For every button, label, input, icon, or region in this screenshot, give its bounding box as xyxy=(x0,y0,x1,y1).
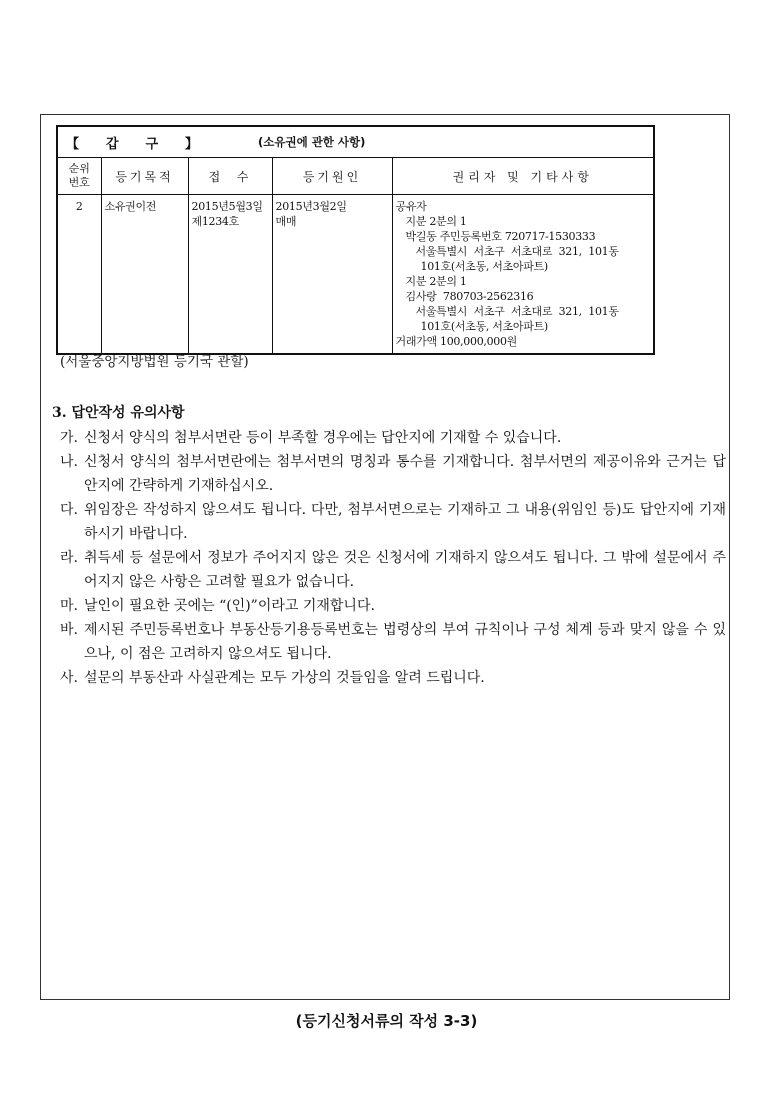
purpose-cell: 소유권이전 xyxy=(101,195,188,354)
note-marker: 마. xyxy=(60,598,78,614)
col-rank-header xyxy=(58,158,101,195)
note-text: 신청서 양식의 첨부서면란에는 첨부서면의 명칭과 통수를 기재합니다. 첨부서면의 제공이유와 근거는 답안지에 간략하게 기재하십시오. xyxy=(84,454,726,494)
page-footer: (등기신청서류의 작성 3-3) xyxy=(295,1012,478,1030)
court-jurisdiction-note: (서울중앙지방법원 등기국 관할) xyxy=(60,354,249,370)
table-row xyxy=(58,195,653,354)
rights-cell xyxy=(392,195,653,354)
cause-cell xyxy=(272,195,392,354)
rights-line: 거래가액 100,000,000원 xyxy=(395,335,518,348)
register-title xyxy=(58,133,208,152)
list-item xyxy=(60,546,726,594)
list-item xyxy=(60,426,726,450)
cause-type: 매매 xyxy=(275,215,297,228)
receipt-number: 제1234호 xyxy=(191,215,239,228)
register-table xyxy=(58,158,653,353)
list-item xyxy=(60,666,726,690)
list-item xyxy=(60,498,726,546)
title-char-2: 구 xyxy=(145,136,159,152)
col-cause-header: 등기원인 xyxy=(272,158,392,195)
rights-line: 박길동 주민등록번호 720717-1530333 xyxy=(405,230,596,243)
section-title: 3. 답안작성 유의사항 xyxy=(52,405,185,421)
register-excerpt xyxy=(56,125,655,355)
col-rights-header: 권리자 및 기타사항 xyxy=(392,158,653,195)
note-marker: 나. xyxy=(60,454,78,470)
note-text: 날인이 필요한 곳에는 “(인)”이라고 기재합니다. xyxy=(84,598,375,614)
title-bracket-open: 【 xyxy=(66,136,80,152)
rank-cell: 2 xyxy=(58,195,101,354)
col-receipt-header: 접 수 xyxy=(188,158,272,195)
rights-line: 101호(서초동, 서초아파트) xyxy=(420,260,548,273)
list-item xyxy=(60,618,726,666)
title-char-1: 갑 xyxy=(105,136,119,152)
cause-date: 2015년3월2일 xyxy=(275,200,347,213)
rights-line: 지분 2분의 1 xyxy=(405,215,467,228)
note-text: 위임장은 작성하지 않으셔도 됩니다. 다만, 첨부서면으로는 기재하고 그 내용(위임인 등)도 답안지에 기재하시기 바랍니다. xyxy=(84,502,726,542)
title-bracket-close: 】 xyxy=(184,136,198,152)
note-text: 설문의 부동산과 사실관계는 모두 가상의 것들임을 알려 드립니다. xyxy=(84,670,485,686)
rights-line: 서울특별시 서초구 서초대로 321, 101동 xyxy=(415,245,619,258)
receipt-cell xyxy=(188,195,272,354)
register-header xyxy=(58,127,653,158)
register-table-header xyxy=(58,158,653,195)
note-text: 제시된 주민등록번호나 부동산등기용등록번호는 법령상의 부여 규칙이나 구성 체계 등과 맞지 않을 수 있으나, 이 점은 고려하지 않으셔도 됩니다. xyxy=(84,622,726,662)
rights-line: 김사랑 780703-2562316 xyxy=(405,290,534,303)
rights-line: 지분 2분의 1 xyxy=(405,275,467,288)
rights-line: 101호(서초동, 서초아파트) xyxy=(420,320,548,333)
col-rank-label: 순위 번호 xyxy=(68,162,90,189)
list-item xyxy=(60,450,726,498)
note-marker: 바. xyxy=(60,622,78,638)
note-marker: 가. xyxy=(60,430,78,446)
note-text: 신청서 양식의 첨부서면란 등이 부족할 경우에는 답안지에 기재할 수 있습니다. xyxy=(84,430,562,446)
receipt-date: 2015년5월3일 xyxy=(191,200,263,213)
note-text: 취득세 등 설문에서 정보가 주어지지 않은 것은 신청서에 기재하지 않으셔도 됩니다. 그 밖에 설문에서 주어지지 않은 사항은 고려할 필요가 없습니다. xyxy=(84,550,726,590)
note-marker: 라. xyxy=(60,550,78,566)
rights-line: 서울특별시 서초구 서초대로 321, 101동 xyxy=(415,305,619,318)
col-purpose-header: 등기목적 xyxy=(101,158,188,195)
list-item xyxy=(60,594,726,618)
notes-list xyxy=(60,426,726,690)
rights-line: 공유자 xyxy=(395,200,427,213)
note-marker: 다. xyxy=(60,502,78,518)
register-subtitle: (소유권에 관한 사항) xyxy=(258,135,366,149)
note-marker: 사. xyxy=(60,670,78,686)
